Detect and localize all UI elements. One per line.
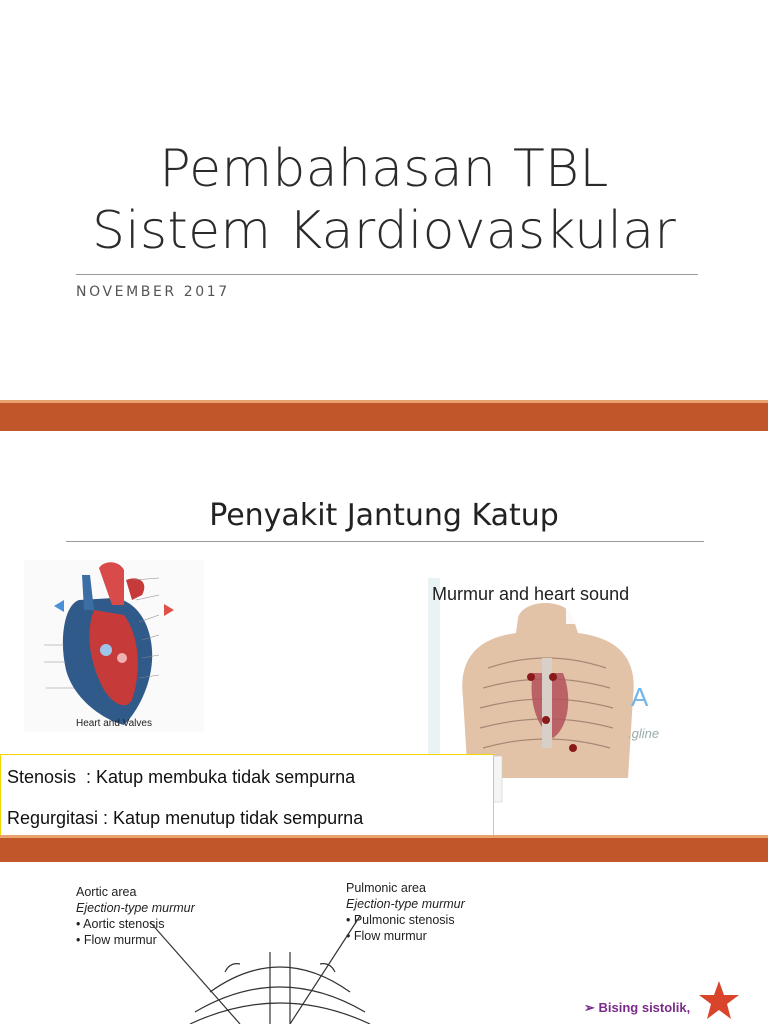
murmur-label: Murmur and heart sound [432, 584, 630, 604]
slide-title: Penyakit Jantung Katup [209, 498, 559, 533]
regurgitasi-definition: Regurgitasi : Katup menutup tidak sempurna [7, 808, 364, 828]
slide-separator-band [0, 835, 768, 865]
bising-sistolik-note: ➢ Bising sistolik, [584, 1000, 691, 1015]
aortic-title: Aortic area [76, 885, 137, 899]
heart-valves-image [24, 560, 204, 732]
pulmonic-item: • Flow murmur [346, 929, 427, 943]
heart-caption: Heart and Valves [76, 718, 152, 729]
slide-separator-band [0, 400, 768, 431]
star-icon [698, 980, 740, 1020]
title-divider [66, 541, 704, 542]
watermark-letter: A [631, 682, 649, 712]
slide-title [0, 138, 768, 262]
title-divider [76, 274, 698, 275]
pulmonic-item: • Pulmonic stenosis [346, 913, 455, 927]
title-slide [0, 0, 768, 400]
pulmonic-type: Ejection-type murmur [346, 897, 465, 911]
definition-box [0, 754, 494, 835]
auscultation-area-slide [0, 862, 768, 1024]
title-line-2: Sistem Kardiovaskular [91, 201, 677, 261]
slide-date: NOVEMBER 2017 [76, 284, 230, 300]
ribcage-illustration [130, 902, 430, 1024]
aortic-item: • Flow murmur [76, 933, 157, 947]
aortic-type: Ejection-type murmur [76, 901, 195, 915]
stenosis-definition: Stenosis : Katup membuka tidak sempurna [7, 767, 356, 787]
title-line-1: Pembahasan TBL [159, 139, 609, 199]
pulmonic-title: Pulmonic area [346, 881, 426, 895]
watermark-text: .gline [628, 726, 660, 741]
aortic-item: • Aortic stenosis [76, 917, 165, 931]
valve-disease-slide [0, 432, 768, 835]
